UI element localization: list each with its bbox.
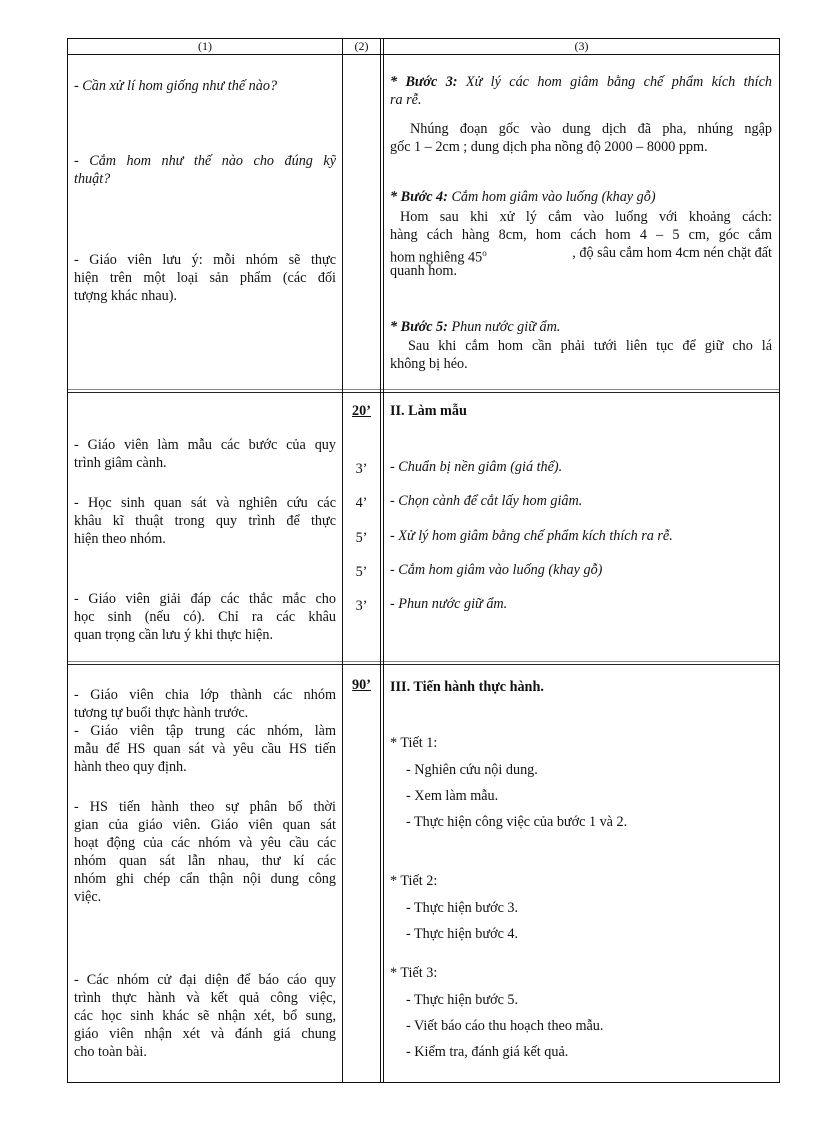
teacher-note-line3: tượng khác nhau). [74, 288, 178, 304]
step3-label: * Bước 3: [390, 74, 458, 90]
tiet2-item: - Thực hiện bước 3. [406, 900, 519, 916]
demo-left-p3-line1: - Giáo viên giải đáp các thắc mắc cho [74, 591, 336, 607]
section3-total-time: 90’ [352, 677, 371, 693]
tiet2-item: - Thực hiện bước 4. [406, 926, 519, 942]
column-divider-2a [380, 38, 381, 1083]
table-border-bottom [67, 1082, 780, 1083]
step4-depth-text: , độ sâu cắm hom 4cm nén chặt đất [572, 245, 772, 261]
practice-left-p4-line4: giáo viên nhận xét và đánh giá chung [74, 1026, 336, 1042]
demo-left-p3-line2: học sinh (nếu có). Chỉ ra các khâu [74, 609, 336, 625]
demo-left-p3-line3: quan trọng cần lưu ý khi thực hiện. [74, 627, 273, 643]
question-handle-cuttings: - Cần xử lí hom giống như thế nào? [74, 78, 278, 94]
tiet3-item: - Kiểm tra, đánh giá kết quả. [406, 1044, 569, 1060]
step3-body-line1: Nhúng đoạn gốc vào dung dịch đã pha, nhúng ngập [410, 121, 772, 137]
step4-title-line [390, 188, 656, 206]
step5-title: Phun nước giữ ẩm. [447, 319, 561, 335]
step3-body-line2: gốc 1 – 2cm ; dung dịch pha nồng độ 2000 – 8000 ppm. [390, 139, 708, 155]
header-col3: (3) [574, 39, 589, 53]
step4-title: Cắm hom giâm vào luống (khay gỗ) [447, 189, 656, 205]
tiet3-item: - Thực hiện bước 5. [406, 992, 519, 1008]
demo-step-text: - Xử lý hom giâm bằng chế phẩm kích thích ra rễ. [390, 528, 673, 544]
practice-left-p3-line1: - HS tiến hành theo sự phân bố thời [74, 799, 336, 815]
header-col1: (1) [198, 39, 212, 53]
demo-left-p2-line1: - Học sinh quan sát và nghiên cứu các [74, 495, 336, 511]
step3-title: Xử lý các hom giâm bằng chế phẩm kích thích [457, 74, 772, 90]
demo-left-p2-line3: hiện theo nhóm. [74, 531, 166, 547]
demo-step-text: - Phun nước giữ ẩm. [390, 596, 508, 612]
question-planting-line1: - Cắm hom như thế nào cho đúng kỹ [74, 153, 336, 169]
question-planting-line2: thuật? [74, 171, 111, 187]
demo-step-time: 5’ [355, 564, 368, 580]
step5-body-line1: Sau khi cắm hom cần phải tưới liên tục để giữ cho lá [408, 338, 772, 354]
practice-left-p3-line4: nhóm quan sát lẫn nhau, thư kí các [74, 853, 336, 869]
tiet1-item: - Nghiên cứu nội dung. [406, 762, 538, 778]
tiet2-label: * Tiết 2: [390, 873, 438, 889]
step4-angle-text: hom nghiêng 45 [390, 249, 483, 266]
demo-step-time: 4’ [355, 495, 368, 511]
table-border-right [779, 38, 780, 1083]
practice-left-p2-line1: - Giáo viên tập trung các nhóm, làm [74, 723, 336, 739]
step3-title-line1 [390, 73, 772, 91]
step3-title-line2: ra rễ. [390, 92, 422, 108]
step4-label: * Bước 4: [390, 189, 448, 205]
column-divider-2b [383, 38, 384, 1083]
demo-left-p2-line2: khâu kĩ thuật trong quy trình để thực [74, 513, 336, 529]
header-col2: (2) [354, 39, 369, 53]
demo-left-p1-line2: trình giâm cành. [74, 455, 167, 471]
practice-left-p3-line5: nhóm ghi chép cẩn thận nội dung công [74, 871, 336, 887]
teacher-note-line1: - Giáo viên lưu ý: mỗi nhóm sẽ thực [74, 252, 336, 268]
demo-step-text: - Cắm hom giâm vào luống (khay gỗ) [390, 562, 603, 578]
practice-left-p4-line3: các học sinh khác sẽ nhận xét, bổ sung, [74, 1008, 336, 1024]
demo-step-text: - Chuẩn bị nền giâm (giá thể). [390, 459, 563, 475]
step5-body-line2: không bị héo. [390, 356, 468, 372]
demo-step-time: 3’ [355, 461, 368, 477]
practice-left-p3-line3: hoạt động của các nhóm và yêu cầu các [74, 835, 336, 851]
practice-left-p4-line2: trình thực hành và kết quả công việc, [74, 990, 336, 1006]
demo-step-text: - Chọn cành để cắt lấy hom giâm. [390, 493, 583, 509]
practice-left-p4-line1: - Các nhóm cử đại diện để báo cáo quy [74, 972, 336, 988]
practice-left-p1-line1: - Giáo viên chia lớp thành các nhóm [74, 687, 336, 703]
practice-left-p4-line5: cho toàn bài. [74, 1044, 147, 1060]
tiet1-item: - Thực hiện công việc của bước 1 và 2. [406, 814, 628, 830]
step5-label: * Bước 5: [390, 319, 448, 335]
header-divider [67, 54, 780, 55]
section2-total-time: 20’ [352, 403, 371, 419]
section3-title: III. Tiến hành thực hành. [390, 679, 544, 695]
row-divider-2 [67, 661, 780, 665]
row-divider-1 [67, 389, 780, 393]
degree-mark: o [482, 248, 487, 258]
demo-step-time: 3’ [355, 598, 368, 614]
tiet3-item: - Viết báo cáo thu hoạch theo mẫu. [406, 1018, 604, 1034]
section2-title: II. Làm mẫu [390, 403, 467, 419]
practice-left-p3-line6: việc. [74, 889, 102, 905]
step4-body-line1: Hom sau khi xử lý cắm vào luống với khoảng cách: [400, 209, 772, 225]
step4-body-line4: quanh hom. [390, 263, 457, 279]
table-border-left [67, 38, 68, 1083]
step4-body-line2: hàng cách hàng 8cm, hom cách hom 4 – 5 cm, góc cắm [390, 227, 772, 243]
column-divider-1 [342, 38, 343, 1083]
practice-left-p2-line3: hành theo quy định. [74, 759, 187, 775]
practice-left-p3-line2: gian của giáo viên. Giáo viên quan sát [74, 817, 336, 833]
tiet1-item: - Xem làm mẫu. [406, 788, 499, 804]
step5-title-line [390, 318, 560, 336]
teacher-note-line2: hiện trên một loại sản phẩm (các đối [74, 270, 336, 286]
tiet3-label: * Tiết 3: [390, 965, 438, 981]
practice-left-p1-line2: tương tự buổi thực hành trước. [74, 705, 249, 721]
demo-step-time: 5’ [355, 530, 368, 546]
demo-left-p1-line1: - Giáo viên làm mẫu các bước của quy [74, 437, 336, 453]
tiet1-label: * Tiết 1: [390, 735, 438, 751]
practice-left-p2-line2: mẫu để HS quan sát và yêu cầu HS tiến [74, 741, 336, 757]
